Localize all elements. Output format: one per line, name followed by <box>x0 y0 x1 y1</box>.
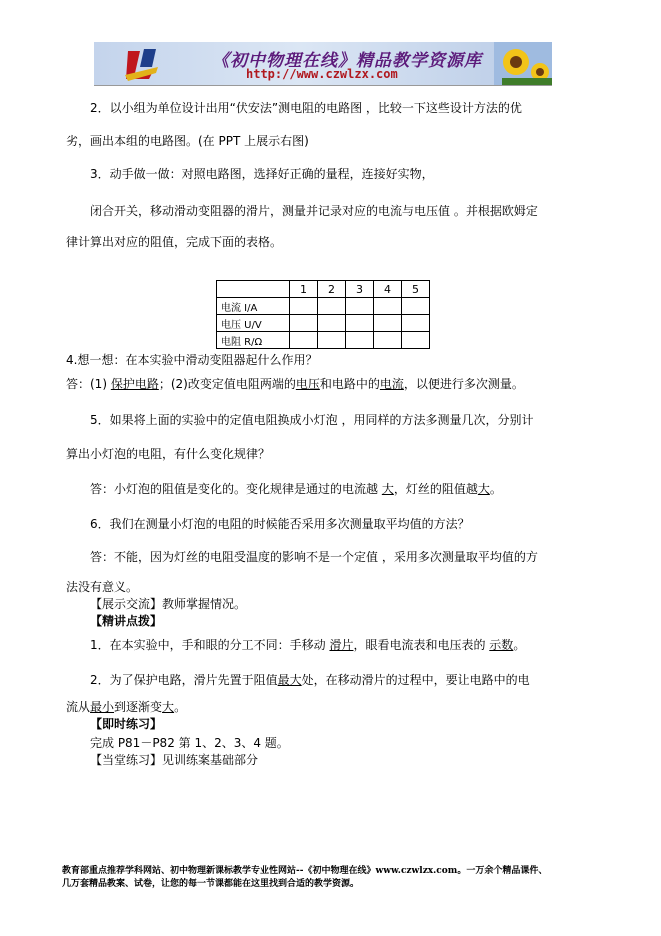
table-cell <box>290 298 318 315</box>
section-heading: 【即时练习】 <box>90 717 163 731</box>
banner-divider <box>94 85 552 86</box>
text-span: 流从 <box>66 700 91 714</box>
text-span: 处，在移动滑片的过程中，要让电路中的电 <box>301 673 530 687</box>
table-cell <box>374 298 402 315</box>
text-line: 5．如果将上面的实验中的定值电阻换成小灯泡 ，用同样的方法多测量几次，分别计 <box>90 413 534 427</box>
answer-blank: 最小 <box>90 700 115 714</box>
table-header-cell: 1 <box>290 281 318 298</box>
site-logo-icon <box>122 45 162 83</box>
text-line: 律计算出对应的阻值，完成下面的表格。 <box>66 235 283 249</box>
text-line: 算出小灯泡的电阻，有什么变化规律？ <box>66 447 271 461</box>
table-cell <box>318 298 346 315</box>
text-line: 2．以小组为单位设计出用“伏安法”测电阻的电路图 ，比较一下这些设计方法的优 <box>90 101 522 115</box>
table-cell <box>318 332 346 349</box>
text-span: 答：(1) <box>66 377 111 391</box>
table-cell <box>346 332 374 349</box>
table-header-cell: 4 <box>374 281 402 298</box>
text-span: 答：小灯泡的阻值是变化的。变化规律是通过的电流越 <box>90 482 382 496</box>
text-span: ，以便进行多次测量。 <box>403 377 524 391</box>
text-span: 2．为了保护电路，滑片先置于阻值 <box>90 673 278 687</box>
text-span: 。 <box>174 700 187 714</box>
text-span: 。 <box>489 482 502 496</box>
row-label-current: 电流 I/A <box>217 298 290 315</box>
answer-line <box>90 635 620 655</box>
table-corner-cell <box>217 281 290 298</box>
table-cell <box>346 298 374 315</box>
text-line: 法没有意义。 <box>66 580 139 594</box>
text-span: 1．在本实验中，手和眼的分工不同：手移动 <box>90 638 330 652</box>
answer-line <box>90 670 620 690</box>
text-line: 6．我们在测量小灯泡的电阻的时候能否采用多次测量取平均值的方法？ <box>90 517 470 531</box>
sunflower-icon <box>494 42 552 85</box>
text-line: 闭合开关，移动滑动变阻器的滑片，测量并记录对应的电流与电压值 。并根据欧姆定 <box>90 204 538 218</box>
section-heading: 【当堂练习】见训练案基础部分 <box>90 753 259 767</box>
text-span: ，灯丝的阻值越 <box>393 482 478 496</box>
text-line: 3．动手做一做：对照电路图，选择好正确的量程，连接好实物， <box>90 167 434 181</box>
answer-blank: 大 <box>162 700 175 714</box>
banner-url: http://www.czwlzx.com <box>246 67 398 81</box>
answer-blank: 大 <box>477 482 490 496</box>
section-heading: 【展示交流】教师掌握情况。 <box>90 597 247 611</box>
answer-blank: 保护电路 <box>110 377 159 391</box>
table-cell <box>402 315 430 332</box>
answer-blank: 示数 <box>489 638 514 652</box>
text-line: 完成 P81－P82 第 1、2、3、4 题。 <box>90 736 289 750</box>
answer-blank: 大 <box>381 482 394 496</box>
table-cell <box>290 332 318 349</box>
table-header-cell: 2 <box>318 281 346 298</box>
page-footer <box>62 865 602 891</box>
footer-line: 几万套精品教案、试卷，让您的每一节课都能在这里找到合适的教学资源。 <box>62 879 360 889</box>
answer-line <box>66 374 596 394</box>
answer-blank: 电压 <box>295 377 320 391</box>
text-span: ；(2)改变定值电阻两端的 <box>158 377 296 391</box>
text-span: 。 <box>513 638 526 652</box>
table-cell <box>402 332 430 349</box>
answer-blank: 电流 <box>379 377 404 391</box>
footer-line: 教育部重点推荐学科网站、初中物理新课标教学专业性网站--《初中物理在线》www.czwlzx.com。一万余个精品课件、 <box>62 866 548 876</box>
table-cell <box>374 315 402 332</box>
text-span: 到逐渐变 <box>114 700 163 714</box>
section-heading: 【精讲点拨】 <box>90 614 163 628</box>
table-cell <box>318 315 346 332</box>
table-cell <box>402 298 430 315</box>
measurement-table <box>216 280 430 349</box>
row-label-voltage: 电压 U/V <box>217 315 290 332</box>
text-span: ，眼看电流表和电压表的 <box>353 638 490 652</box>
answer-line <box>90 479 620 499</box>
text-line: 劣，画出本组的电路图。(在 PPT 上展示右图) <box>66 134 309 148</box>
row-label-resistance: 电阻 R/Ω <box>217 332 290 349</box>
text-span: 和电路中的 <box>319 377 380 391</box>
table-cell <box>346 315 374 332</box>
text-line: 答：不能，因为灯丝的电阻受温度的影响不是一个定值 ，采用多次测量取平均值的方 <box>90 550 538 564</box>
table-cell <box>374 332 402 349</box>
answer-blank: 滑片 <box>329 638 354 652</box>
answer-blank: 最大 <box>277 673 302 687</box>
table-cell <box>290 315 318 332</box>
table-header-cell: 3 <box>346 281 374 298</box>
header-banner <box>94 42 552 85</box>
banner-title: 《初中物理在线》精品教学资源库 <box>212 51 482 71</box>
text-line: 4.想一想：在本实验中滑动变阻器起什么作用？ <box>66 353 318 367</box>
table-header-cell: 5 <box>402 281 430 298</box>
